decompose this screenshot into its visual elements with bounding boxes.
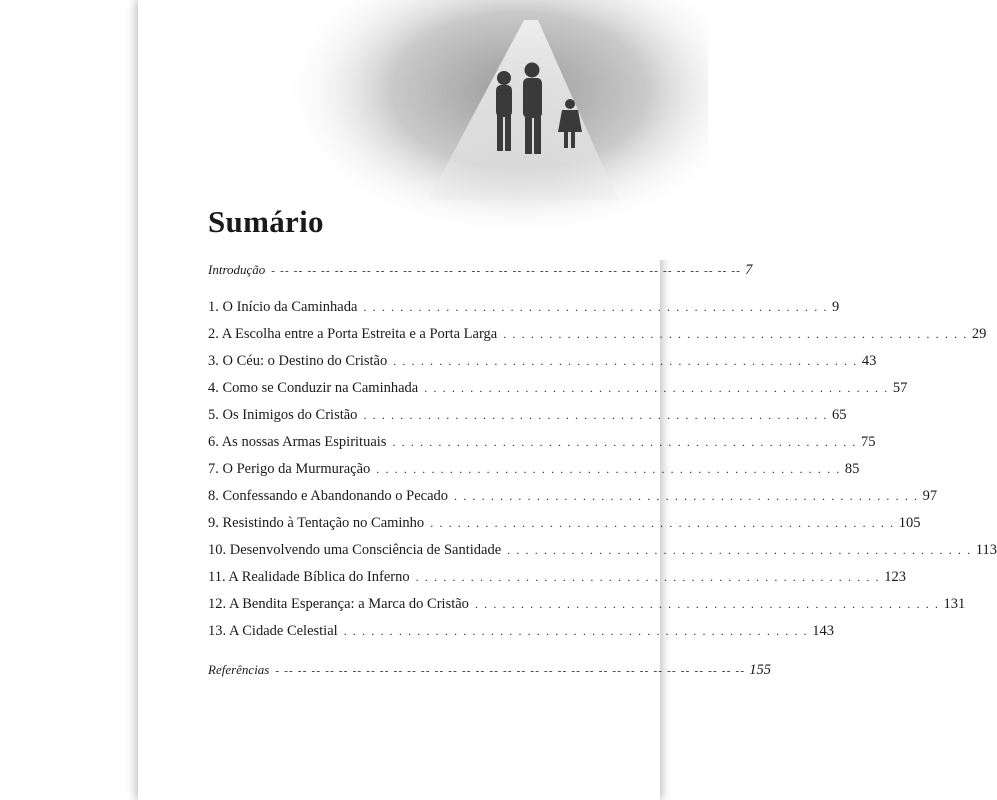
- toc-entry: [208, 515, 921, 542]
- toc-entry-label: 4. Como se Conduzir na Caminhada: [208, 380, 419, 396]
- toc-entry-label: 7. O Perigo da Murmuração: [208, 461, 371, 477]
- toc-entry: [208, 623, 835, 650]
- book-page: [138, 0, 997, 800]
- toc-entry-label: 2. A Escolha entre a Porta Estreita e a Porta Larga: [208, 326, 498, 342]
- toc-entry: [208, 434, 876, 461]
- dot-leader: . . . . . . . . . . . . . . . . . . . . . . . . . . . . . . . . . . . . . . . . . . . . . . . . . . .: [424, 381, 889, 395]
- dot-leader: . . . . . . . . . . . . . . . . . . . . . . . . . . . . . . . . . . . . . . . . . . . . . . . . . . .: [503, 327, 968, 341]
- toc-entry-label: 11. A Realidade Bíblica do Inferno: [208, 569, 410, 585]
- dot-leader: . . . . . . . . . . . . . . . . . . . . . . . . . . . . . . . . . . . . . . . . . . . . . . . . . . .: [392, 435, 858, 449]
- toc-entry-page: 97: [922, 488, 938, 504]
- toc-entry: [208, 569, 906, 596]
- toc-entry: [208, 488, 938, 515]
- toc-entry-page: 7: [745, 262, 753, 278]
- dot-leader: . . . . . . . . . . . . . . . . . . . . . . . . . . . . . . . . . . . . . . . . . . . . . . . . . . .: [415, 570, 881, 584]
- dot-leader: . . . . . . . . . . . . . . . . . . . . . . . . . . . . . . . . . . . . . . . . . . . . . . . . . . .: [430, 516, 895, 530]
- toc-entry-page: 131: [943, 596, 966, 612]
- toc-entry: [208, 299, 840, 326]
- toc-entry-label: 13. A Cidade Celestial: [208, 623, 338, 639]
- toc-entry: [208, 380, 908, 407]
- dash-leader: - -- -- -- -- -- -- -- -- -- -- -- -- -- -- -- -- -- -- -- -- -- -- -- -- -- -- -- -- -- -- -- -- -- --: [271, 265, 742, 277]
- toc-entry-page: 123: [884, 569, 906, 585]
- toc-entry-page: 43: [861, 353, 877, 369]
- toc-entry: [208, 326, 987, 353]
- toc-entry-label: Introdução: [208, 262, 266, 277]
- toc-entry-label: 8. Confessando e Abandonando o Pecado: [208, 488, 449, 504]
- toc-entry: [208, 596, 966, 623]
- toc-entry-page: 29: [971, 326, 987, 342]
- toc-entry-page: 75: [861, 434, 876, 450]
- dot-leader: . . . . . . . . . . . . . . . . . . . . . . . . . . . . . . . . . . . . . . . . . . . . . . . . . . .: [376, 462, 841, 476]
- dot-leader: . . . . . . . . . . . . . . . . . . . . . . . . . . . . . . . . . . . . . . . . . . . . . . . . . . .: [474, 597, 940, 611]
- toc-entry: [208, 407, 847, 434]
- page-title: Sumário: [208, 204, 324, 239]
- toc-entry-page: 65: [832, 407, 847, 423]
- dot-leader: . . . . . . . . . . . . . . . . . . . . . . . . . . . . . . . . . . . . . . . . . . . . . . . . . . .: [454, 489, 919, 503]
- dot-leader: . . . . . . . . . . . . . . . . . . . . . . . . . . . . . . . . . . . . . . . . . . . . . . . . . . .: [363, 300, 828, 314]
- toc-entry-page: 57: [892, 380, 908, 396]
- toc-entry-page: 105: [898, 515, 921, 531]
- toc-entry-label: 9. Resistindo à Tentação no Caminho: [208, 515, 425, 531]
- toc-entry-page: 85: [844, 461, 860, 477]
- dot-leader: . . . . . . . . . . . . . . . . . . . . . . . . . . . . . . . . . . . . . . . . . . . . . . . . . . .: [343, 624, 809, 638]
- toc-entry: [208, 542, 997, 569]
- toc-entry-label: 10. Desenvolvendo uma Consciência de Santidade: [208, 542, 502, 558]
- toc-entry: [208, 353, 877, 380]
- toc-entry-label: 12. A Bendita Esperança: a Marca do Cristão: [208, 596, 469, 612]
- table-of-contents: [208, 262, 997, 689]
- toc-entry-intro: [208, 262, 753, 289]
- toc-entry-label: 5. Os Inimigos do Cristão: [208, 407, 358, 423]
- dot-leader: . . . . . . . . . . . . . . . . . . . . . . . . . . . . . . . . . . . . . . . . . . . . . . . . . . .: [393, 354, 858, 368]
- dot-leader: . . . . . . . . . . . . . . . . . . . . . . . . . . . . . . . . . . . . . . . . . . . . . . . . . . .: [507, 543, 972, 557]
- toc-entry-references: [208, 662, 771, 689]
- dot-leader: . . . . . . . . . . . . . . . . . . . . . . . . . . . . . . . . . . . . . . . . . . . . . . . . . . .: [363, 408, 829, 422]
- family-walking-photo: [288, 0, 708, 260]
- toc-entry-page: 143: [812, 623, 835, 639]
- toc-entry-page: 113: [975, 542, 997, 558]
- toc-entry-label: Referências: [208, 662, 270, 677]
- toc-entry: [208, 461, 860, 488]
- dash-leader: - -- -- -- -- -- -- -- -- -- -- -- -- -- -- -- -- -- -- -- -- -- -- -- -- -- -- -- -- -- -- -- -- -- --: [275, 665, 746, 677]
- toc-entry-page: 9: [832, 299, 840, 315]
- toc-entry-label: 6. As nossas Armas Espirituais: [208, 434, 387, 450]
- toc-entry-label: 3. O Céu: o Destino do Cristão: [208, 353, 388, 369]
- toc-entry-label: 1. O Início da Caminhada: [208, 299, 358, 315]
- toc-entry-page: 155: [749, 662, 771, 678]
